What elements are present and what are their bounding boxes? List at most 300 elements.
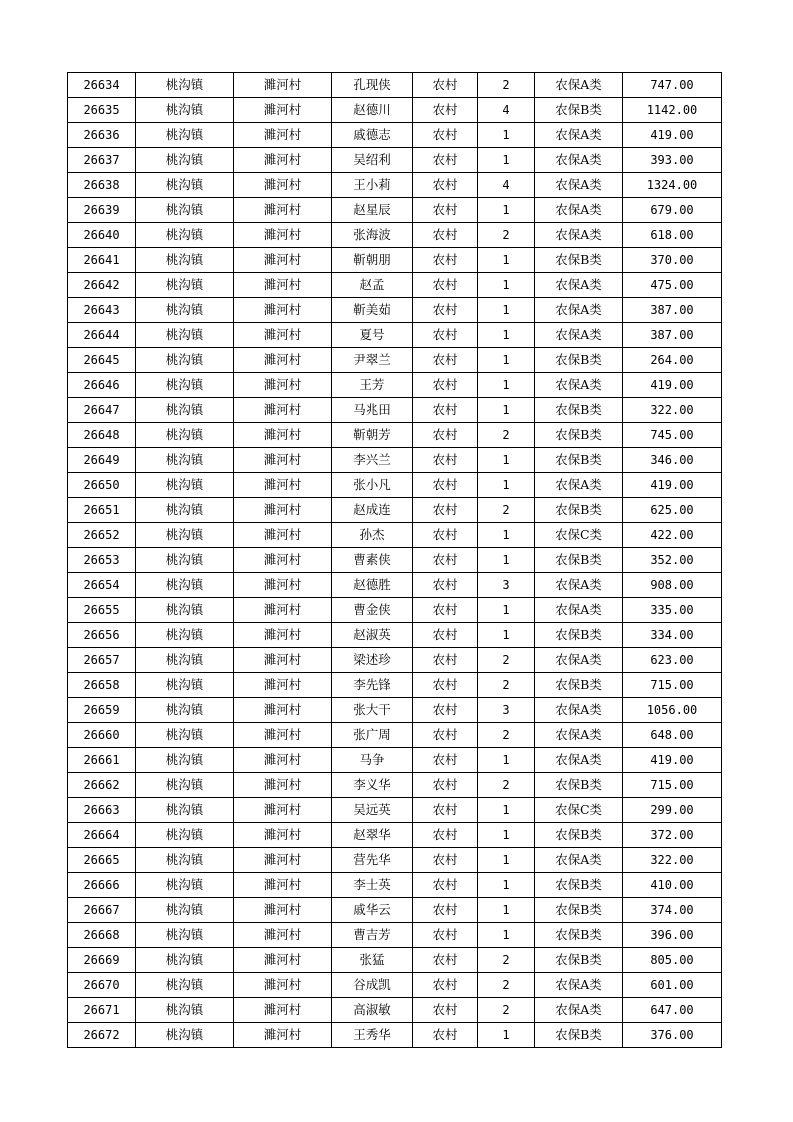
insurance-type-cell: 农保B类 xyxy=(535,873,623,898)
amount-cell: 747.00 xyxy=(623,73,722,98)
insurance-type-cell: 农保A类 xyxy=(535,748,623,773)
insurance-type-cell: 农保A类 xyxy=(535,73,623,98)
table-row xyxy=(68,648,722,673)
insurance-type-cell: 农保B类 xyxy=(535,623,623,648)
household-count-cell: 2 xyxy=(478,73,535,98)
insurance-type-cell: 农保B类 xyxy=(535,498,623,523)
town-cell: 桃沟镇 xyxy=(136,423,234,448)
insurance-type-cell: 农保A类 xyxy=(535,223,623,248)
household-count-cell: 1 xyxy=(478,798,535,823)
record-id-cell: 26654 xyxy=(68,573,136,598)
record-id-cell: 26664 xyxy=(68,823,136,848)
village-cell: 濉河村 xyxy=(234,123,332,148)
amount-cell: 805.00 xyxy=(623,948,722,973)
village-cell: 濉河村 xyxy=(234,623,332,648)
town-cell: 桃沟镇 xyxy=(136,373,234,398)
town-cell: 桃沟镇 xyxy=(136,673,234,698)
insurance-type-cell: 农保A类 xyxy=(535,373,623,398)
household-count-cell: 1 xyxy=(478,848,535,873)
record-id-cell: 26639 xyxy=(68,198,136,223)
town-cell: 桃沟镇 xyxy=(136,648,234,673)
household-count-cell: 1 xyxy=(478,298,535,323)
household-count-cell: 1 xyxy=(478,748,535,773)
name-cell: 赵星辰 xyxy=(332,198,413,223)
amount-cell: 299.00 xyxy=(623,798,722,823)
record-id-cell: 26644 xyxy=(68,323,136,348)
amount-cell: 374.00 xyxy=(623,898,722,923)
village-cell: 濉河村 xyxy=(234,723,332,748)
amount-cell: 745.00 xyxy=(623,423,722,448)
village-cell: 濉河村 xyxy=(234,523,332,548)
table-row xyxy=(68,748,722,773)
area-type-cell: 农村 xyxy=(413,173,478,198)
area-type-cell: 农村 xyxy=(413,573,478,598)
insurance-type-cell: 农保B类 xyxy=(535,823,623,848)
name-cell: 吴绍利 xyxy=(332,148,413,173)
amount-cell: 335.00 xyxy=(623,598,722,623)
amount-cell: 410.00 xyxy=(623,873,722,898)
name-cell: 谷成凯 xyxy=(332,973,413,998)
amount-cell: 715.00 xyxy=(623,673,722,698)
record-id-cell: 26653 xyxy=(68,548,136,573)
area-type-cell: 农村 xyxy=(413,498,478,523)
record-id-cell: 26657 xyxy=(68,648,136,673)
insurance-type-cell: 农保B类 xyxy=(535,1023,623,1048)
name-cell: 尹翠兰 xyxy=(332,348,413,373)
record-id-cell: 26656 xyxy=(68,623,136,648)
household-count-cell: 1 xyxy=(478,898,535,923)
village-cell: 濉河村 xyxy=(234,598,332,623)
town-cell: 桃沟镇 xyxy=(136,773,234,798)
town-cell: 桃沟镇 xyxy=(136,873,234,898)
village-cell: 濉河村 xyxy=(234,498,332,523)
table-row xyxy=(68,923,722,948)
town-cell: 桃沟镇 xyxy=(136,348,234,373)
town-cell: 桃沟镇 xyxy=(136,523,234,548)
household-count-cell: 4 xyxy=(478,98,535,123)
table-row xyxy=(68,398,722,423)
insurance-type-cell: 农保A类 xyxy=(535,698,623,723)
area-type-cell: 农村 xyxy=(413,298,478,323)
area-type-cell: 农村 xyxy=(413,398,478,423)
area-type-cell: 农村 xyxy=(413,198,478,223)
village-cell: 濉河村 xyxy=(234,773,332,798)
record-id-cell: 26651 xyxy=(68,498,136,523)
area-type-cell: 农村 xyxy=(413,123,478,148)
table-row xyxy=(68,473,722,498)
village-cell: 濉河村 xyxy=(234,223,332,248)
amount-cell: 334.00 xyxy=(623,623,722,648)
records-table xyxy=(67,72,722,1048)
area-type-cell: 农村 xyxy=(413,448,478,473)
village-cell: 濉河村 xyxy=(234,173,332,198)
insurance-type-cell: 农保A类 xyxy=(535,598,623,623)
name-cell: 靳朝芳 xyxy=(332,423,413,448)
table-row xyxy=(68,873,722,898)
name-cell: 李先锋 xyxy=(332,673,413,698)
table-row xyxy=(68,998,722,1023)
record-id-cell: 26634 xyxy=(68,73,136,98)
insurance-type-cell: 农保A类 xyxy=(535,173,623,198)
area-type-cell: 农村 xyxy=(413,998,478,1023)
village-cell: 濉河村 xyxy=(234,423,332,448)
record-id-cell: 26663 xyxy=(68,798,136,823)
table-row xyxy=(68,198,722,223)
table-row xyxy=(68,148,722,173)
insurance-type-cell: 农保A类 xyxy=(535,998,623,1023)
village-cell: 濉河村 xyxy=(234,648,332,673)
record-id-cell: 26660 xyxy=(68,723,136,748)
insurance-type-cell: 农保A类 xyxy=(535,648,623,673)
household-count-cell: 3 xyxy=(478,698,535,723)
insurance-type-cell: 农保A类 xyxy=(535,323,623,348)
record-id-cell: 26649 xyxy=(68,448,136,473)
name-cell: 梁述珍 xyxy=(332,648,413,673)
area-type-cell: 农村 xyxy=(413,223,478,248)
area-type-cell: 农村 xyxy=(413,923,478,948)
name-cell: 高淑敏 xyxy=(332,998,413,1023)
insurance-type-cell: 农保A类 xyxy=(535,148,623,173)
record-id-cell: 26661 xyxy=(68,748,136,773)
table-row xyxy=(68,623,722,648)
table-row xyxy=(68,373,722,398)
village-cell: 濉河村 xyxy=(234,323,332,348)
household-count-cell: 1 xyxy=(478,198,535,223)
town-cell: 桃沟镇 xyxy=(136,448,234,473)
amount-cell: 419.00 xyxy=(623,123,722,148)
amount-cell: 908.00 xyxy=(623,573,722,598)
household-count-cell: 1 xyxy=(478,823,535,848)
record-id-cell: 26669 xyxy=(68,948,136,973)
area-type-cell: 农村 xyxy=(413,273,478,298)
village-cell: 濉河村 xyxy=(234,698,332,723)
insurance-type-cell: 农保A类 xyxy=(535,473,623,498)
area-type-cell: 农村 xyxy=(413,823,478,848)
record-id-cell: 26668 xyxy=(68,923,136,948)
village-cell: 濉河村 xyxy=(234,848,332,873)
record-id-cell: 26670 xyxy=(68,973,136,998)
record-id-cell: 26666 xyxy=(68,873,136,898)
area-type-cell: 农村 xyxy=(413,323,478,348)
name-cell: 夏号 xyxy=(332,323,413,348)
village-cell: 濉河村 xyxy=(234,198,332,223)
name-cell: 曹吉芳 xyxy=(332,923,413,948)
town-cell: 桃沟镇 xyxy=(136,498,234,523)
household-count-cell: 2 xyxy=(478,673,535,698)
name-cell: 赵孟 xyxy=(332,273,413,298)
record-id-cell: 26641 xyxy=(68,248,136,273)
amount-cell: 419.00 xyxy=(623,748,722,773)
town-cell: 桃沟镇 xyxy=(136,598,234,623)
town-cell: 桃沟镇 xyxy=(136,173,234,198)
household-count-cell: 1 xyxy=(478,148,535,173)
area-type-cell: 农村 xyxy=(413,73,478,98)
amount-cell: 372.00 xyxy=(623,823,722,848)
town-cell: 桃沟镇 xyxy=(136,248,234,273)
record-id-cell: 26652 xyxy=(68,523,136,548)
name-cell: 赵翠华 xyxy=(332,823,413,848)
household-count-cell: 1 xyxy=(478,548,535,573)
town-cell: 桃沟镇 xyxy=(136,198,234,223)
amount-cell: 352.00 xyxy=(623,548,722,573)
table-row xyxy=(68,298,722,323)
name-cell: 王小莉 xyxy=(332,173,413,198)
area-type-cell: 农村 xyxy=(413,973,478,998)
name-cell: 张大干 xyxy=(332,698,413,723)
records-body xyxy=(68,73,722,1048)
town-cell: 桃沟镇 xyxy=(136,223,234,248)
amount-cell: 419.00 xyxy=(623,373,722,398)
insurance-type-cell: 农保A类 xyxy=(535,848,623,873)
area-type-cell: 农村 xyxy=(413,423,478,448)
record-id-cell: 26643 xyxy=(68,298,136,323)
table-row xyxy=(68,73,722,98)
town-cell: 桃沟镇 xyxy=(136,473,234,498)
record-id-cell: 26655 xyxy=(68,598,136,623)
town-cell: 桃沟镇 xyxy=(136,548,234,573)
table-row xyxy=(68,598,722,623)
name-cell: 张猛 xyxy=(332,948,413,973)
area-type-cell: 农村 xyxy=(413,673,478,698)
insurance-type-cell: 农保A类 xyxy=(535,273,623,298)
area-type-cell: 农村 xyxy=(413,948,478,973)
amount-cell: 322.00 xyxy=(623,848,722,873)
record-id-cell: 26647 xyxy=(68,398,136,423)
table-row xyxy=(68,223,722,248)
area-type-cell: 农村 xyxy=(413,348,478,373)
area-type-cell: 农村 xyxy=(413,98,478,123)
amount-cell: 625.00 xyxy=(623,498,722,523)
amount-cell: 679.00 xyxy=(623,198,722,223)
village-cell: 濉河村 xyxy=(234,98,332,123)
area-type-cell: 农村 xyxy=(413,148,478,173)
town-cell: 桃沟镇 xyxy=(136,748,234,773)
name-cell: 王秀华 xyxy=(332,1023,413,1048)
record-id-cell: 26667 xyxy=(68,898,136,923)
town-cell: 桃沟镇 xyxy=(136,73,234,98)
household-count-cell: 1 xyxy=(478,523,535,548)
household-count-cell: 1 xyxy=(478,873,535,898)
table-row xyxy=(68,523,722,548)
area-type-cell: 农村 xyxy=(413,623,478,648)
area-type-cell: 农村 xyxy=(413,648,478,673)
name-cell: 李士英 xyxy=(332,873,413,898)
table-row xyxy=(68,273,722,298)
area-type-cell: 农村 xyxy=(413,748,478,773)
town-cell: 桃沟镇 xyxy=(136,298,234,323)
village-cell: 濉河村 xyxy=(234,823,332,848)
table-row xyxy=(68,698,722,723)
amount-cell: 422.00 xyxy=(623,523,722,548)
town-cell: 桃沟镇 xyxy=(136,723,234,748)
table-row xyxy=(68,173,722,198)
name-cell: 孙杰 xyxy=(332,523,413,548)
insurance-type-cell: 农保B类 xyxy=(535,348,623,373)
area-type-cell: 农村 xyxy=(413,1023,478,1048)
insurance-type-cell: 农保B类 xyxy=(535,398,623,423)
village-cell: 濉河村 xyxy=(234,398,332,423)
amount-cell: 346.00 xyxy=(623,448,722,473)
table-row xyxy=(68,798,722,823)
name-cell: 赵德川 xyxy=(332,98,413,123)
area-type-cell: 农村 xyxy=(413,698,478,723)
table-row xyxy=(68,898,722,923)
amount-cell: 264.00 xyxy=(623,348,722,373)
town-cell: 桃沟镇 xyxy=(136,1023,234,1048)
village-cell: 濉河村 xyxy=(234,923,332,948)
village-cell: 濉河村 xyxy=(234,448,332,473)
village-cell: 濉河村 xyxy=(234,473,332,498)
household-count-cell: 1 xyxy=(478,323,535,348)
insurance-type-cell: 农保B类 xyxy=(535,423,623,448)
household-count-cell: 2 xyxy=(478,423,535,448)
record-id-cell: 26648 xyxy=(68,423,136,448)
name-cell: 吴远英 xyxy=(332,798,413,823)
amount-cell: 715.00 xyxy=(623,773,722,798)
table-row xyxy=(68,548,722,573)
table-row xyxy=(68,973,722,998)
amount-cell: 1056.00 xyxy=(623,698,722,723)
amount-cell: 648.00 xyxy=(623,723,722,748)
town-cell: 桃沟镇 xyxy=(136,98,234,123)
amount-cell: 370.00 xyxy=(623,248,722,273)
village-cell: 濉河村 xyxy=(234,873,332,898)
insurance-type-cell: 农保B类 xyxy=(535,448,623,473)
insurance-type-cell: 农保B类 xyxy=(535,948,623,973)
town-cell: 桃沟镇 xyxy=(136,323,234,348)
town-cell: 桃沟镇 xyxy=(136,973,234,998)
area-type-cell: 农村 xyxy=(413,523,478,548)
village-cell: 濉河村 xyxy=(234,798,332,823)
town-cell: 桃沟镇 xyxy=(136,923,234,948)
village-cell: 濉河村 xyxy=(234,73,332,98)
household-count-cell: 1 xyxy=(478,123,535,148)
name-cell: 赵淑英 xyxy=(332,623,413,648)
table-row xyxy=(68,848,722,873)
insurance-type-cell: 农保B类 xyxy=(535,923,623,948)
area-type-cell: 农村 xyxy=(413,373,478,398)
household-count-cell: 1 xyxy=(478,598,535,623)
household-count-cell: 1 xyxy=(478,248,535,273)
area-type-cell: 农村 xyxy=(413,873,478,898)
area-type-cell: 农村 xyxy=(413,598,478,623)
name-cell: 戚德志 xyxy=(332,123,413,148)
area-type-cell: 农村 xyxy=(413,548,478,573)
area-type-cell: 农村 xyxy=(413,848,478,873)
village-cell: 濉河村 xyxy=(234,548,332,573)
record-id-cell: 26638 xyxy=(68,173,136,198)
area-type-cell: 农村 xyxy=(413,723,478,748)
village-cell: 濉河村 xyxy=(234,973,332,998)
household-count-cell: 2 xyxy=(478,998,535,1023)
village-cell: 濉河村 xyxy=(234,248,332,273)
name-cell: 张小凡 xyxy=(332,473,413,498)
name-cell: 张广周 xyxy=(332,723,413,748)
table-row xyxy=(68,823,722,848)
village-cell: 濉河村 xyxy=(234,348,332,373)
area-type-cell: 农村 xyxy=(413,473,478,498)
household-count-cell: 1 xyxy=(478,1023,535,1048)
record-id-cell: 26636 xyxy=(68,123,136,148)
village-cell: 濉河村 xyxy=(234,1023,332,1048)
record-id-cell: 26672 xyxy=(68,1023,136,1048)
record-id-cell: 26640 xyxy=(68,223,136,248)
household-count-cell: 4 xyxy=(478,173,535,198)
household-count-cell: 1 xyxy=(478,923,535,948)
household-count-cell: 3 xyxy=(478,573,535,598)
town-cell: 桃沟镇 xyxy=(136,398,234,423)
amount-cell: 475.00 xyxy=(623,273,722,298)
household-count-cell: 1 xyxy=(478,373,535,398)
amount-cell: 618.00 xyxy=(623,223,722,248)
household-count-cell: 1 xyxy=(478,623,535,648)
town-cell: 桃沟镇 xyxy=(136,998,234,1023)
amount-cell: 393.00 xyxy=(623,148,722,173)
name-cell: 张海波 xyxy=(332,223,413,248)
amount-cell: 647.00 xyxy=(623,998,722,1023)
record-id-cell: 26665 xyxy=(68,848,136,873)
insurance-type-cell: 农保B类 xyxy=(535,773,623,798)
name-cell: 曹素侠 xyxy=(332,548,413,573)
table-row xyxy=(68,673,722,698)
record-id-cell: 26637 xyxy=(68,148,136,173)
town-cell: 桃沟镇 xyxy=(136,798,234,823)
area-type-cell: 农村 xyxy=(413,248,478,273)
insurance-type-cell: 农保A类 xyxy=(535,573,623,598)
household-count-cell: 1 xyxy=(478,448,535,473)
table-row xyxy=(68,573,722,598)
amount-cell: 623.00 xyxy=(623,648,722,673)
household-count-cell: 2 xyxy=(478,773,535,798)
village-cell: 濉河村 xyxy=(234,573,332,598)
town-cell: 桃沟镇 xyxy=(136,698,234,723)
town-cell: 桃沟镇 xyxy=(136,823,234,848)
table-row xyxy=(68,123,722,148)
town-cell: 桃沟镇 xyxy=(136,573,234,598)
village-cell: 濉河村 xyxy=(234,748,332,773)
record-id-cell: 26645 xyxy=(68,348,136,373)
village-cell: 濉河村 xyxy=(234,673,332,698)
town-cell: 桃沟镇 xyxy=(136,898,234,923)
insurance-type-cell: 农保A类 xyxy=(535,723,623,748)
table-row xyxy=(68,1023,722,1048)
village-cell: 濉河村 xyxy=(234,148,332,173)
amount-cell: 419.00 xyxy=(623,473,722,498)
village-cell: 濉河村 xyxy=(234,998,332,1023)
record-id-cell: 26635 xyxy=(68,98,136,123)
household-count-cell: 2 xyxy=(478,723,535,748)
name-cell: 戚华云 xyxy=(332,898,413,923)
record-id-cell: 26658 xyxy=(68,673,136,698)
amount-cell: 376.00 xyxy=(623,1023,722,1048)
household-count-cell: 1 xyxy=(478,273,535,298)
amount-cell: 387.00 xyxy=(623,323,722,348)
insurance-type-cell: 农保B类 xyxy=(535,98,623,123)
name-cell: 马兆田 xyxy=(332,398,413,423)
insurance-type-cell: 农保A类 xyxy=(535,298,623,323)
household-count-cell: 1 xyxy=(478,398,535,423)
name-cell: 马争 xyxy=(332,748,413,773)
town-cell: 桃沟镇 xyxy=(136,123,234,148)
household-count-cell: 2 xyxy=(478,948,535,973)
amount-cell: 601.00 xyxy=(623,973,722,998)
record-id-cell: 26659 xyxy=(68,698,136,723)
household-count-cell: 2 xyxy=(478,498,535,523)
record-id-cell: 26646 xyxy=(68,373,136,398)
amount-cell: 387.00 xyxy=(623,298,722,323)
town-cell: 桃沟镇 xyxy=(136,273,234,298)
name-cell: 营先华 xyxy=(332,848,413,873)
